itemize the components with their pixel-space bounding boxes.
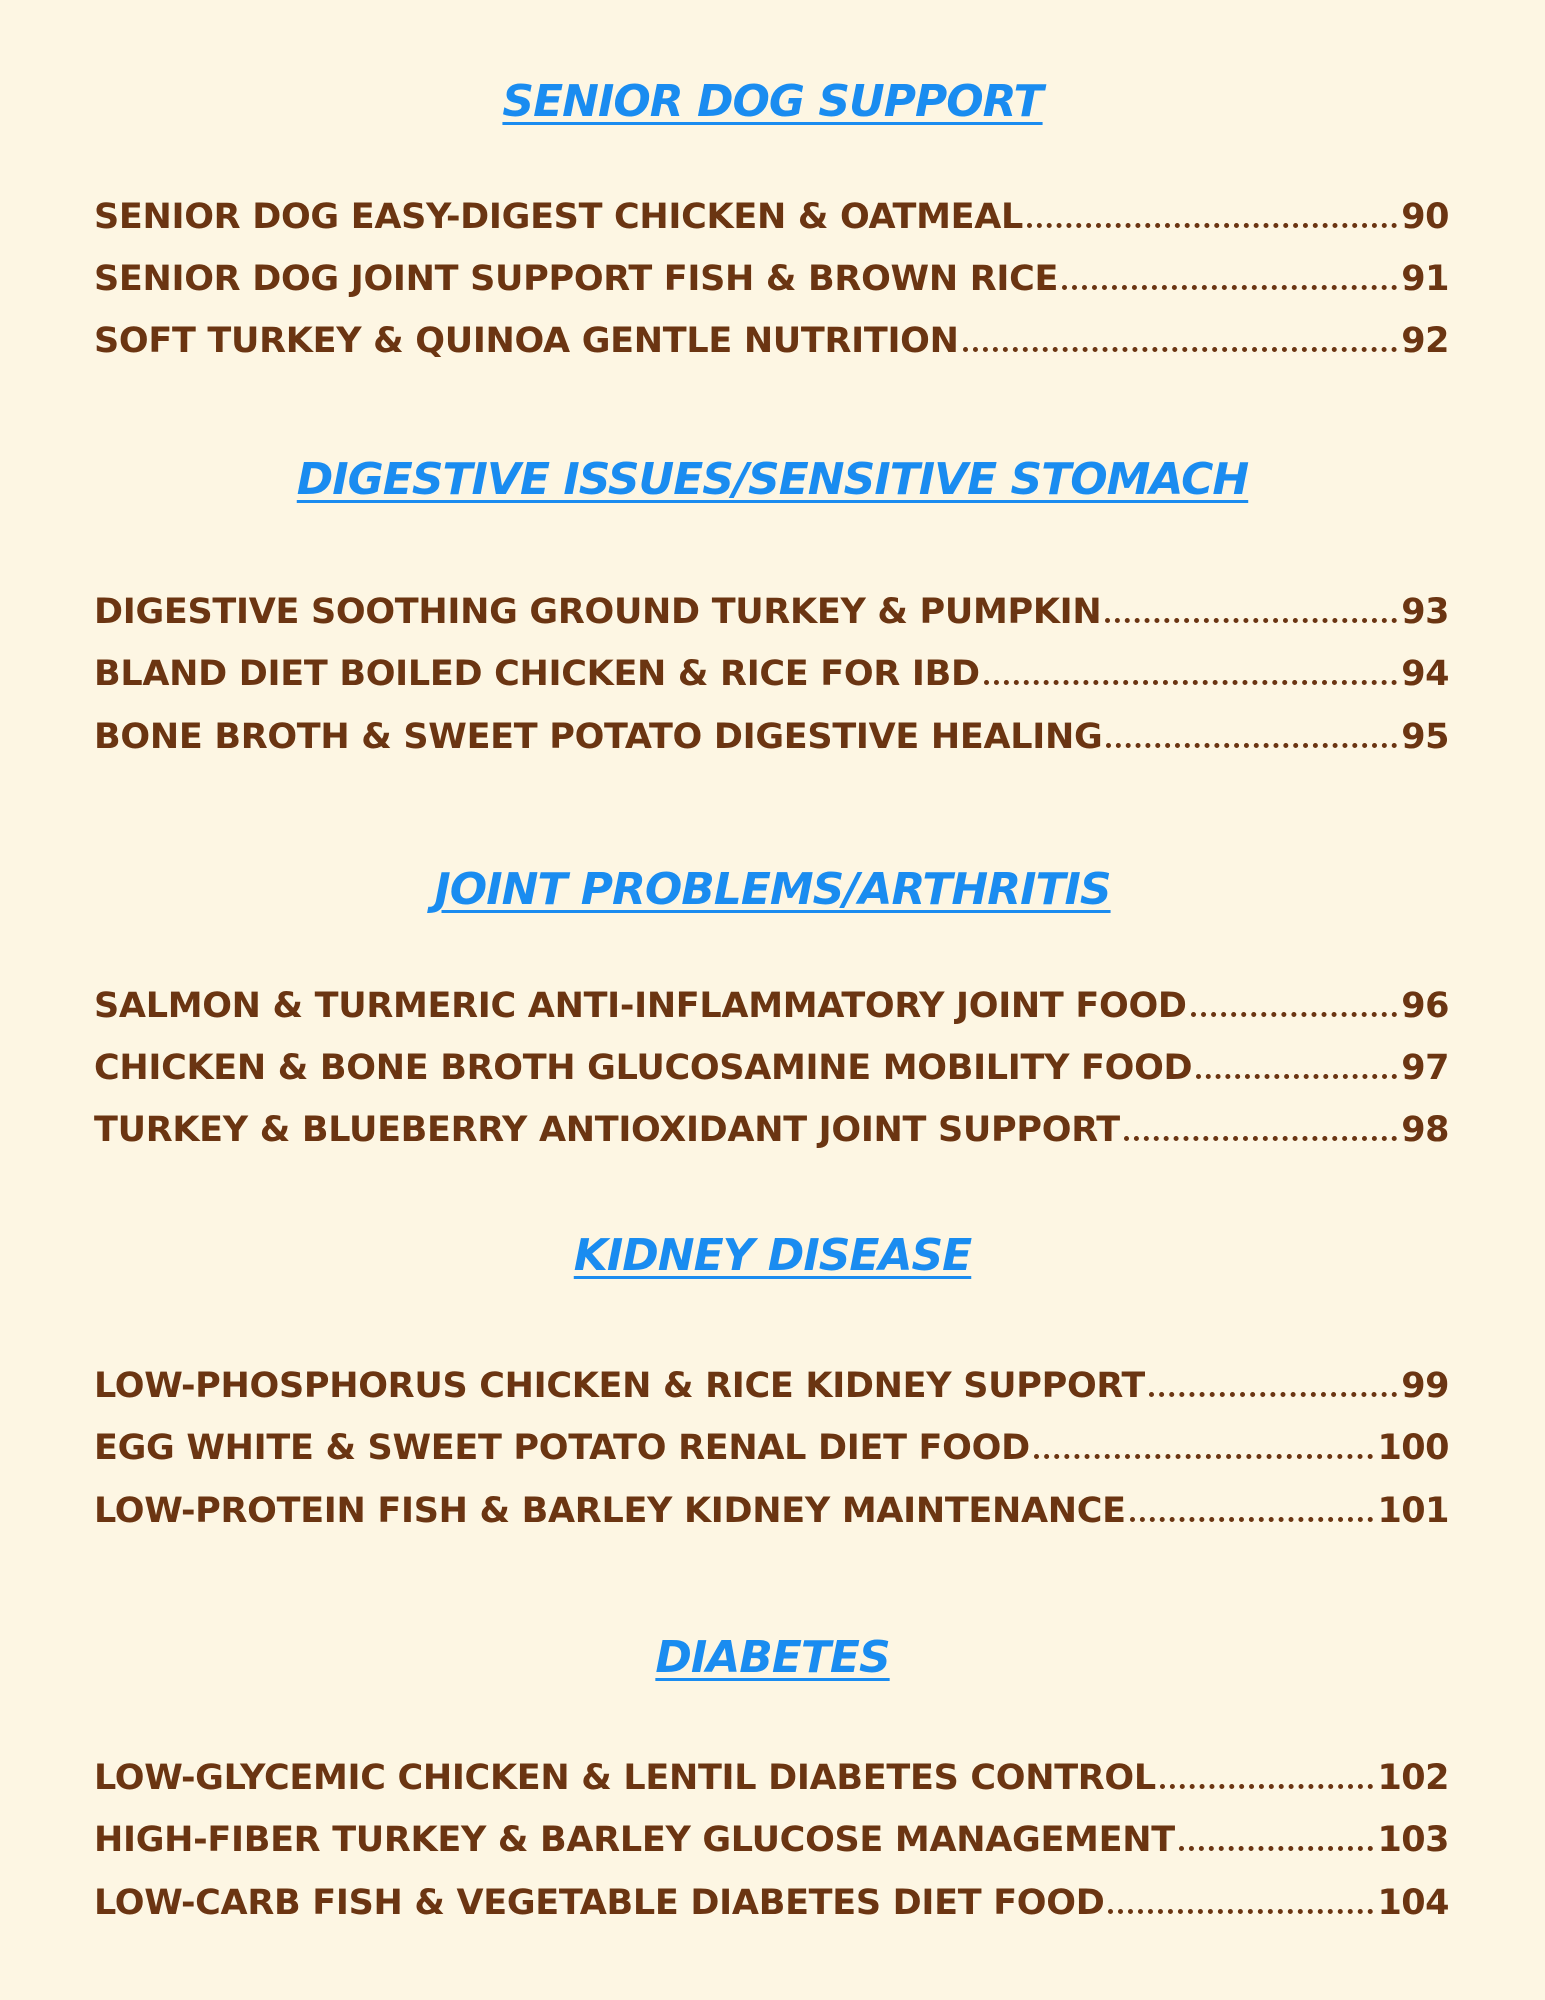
toc-entry-title: SALMON & TURMERIC ANTI-INFLAMMATORY JOINT FOOD	[94, 986, 1187, 1026]
dot-leader	[1130, 1517, 1374, 1522]
toc-entry-page: 92	[1401, 321, 1449, 361]
toc-entry-title: BLAND DIET BOILED CHICKEN & RICE FOR IBD	[94, 654, 980, 694]
toc-entry-page: 98	[1401, 1110, 1449, 1150]
toc-entry-page: 95	[1401, 717, 1449, 757]
toc-entry-title: EGG WHITE & SWEET POTATO RENAL DIET FOOD	[94, 1428, 1030, 1468]
dot-leader	[1124, 1136, 1397, 1141]
toc-entry-title: LOW-GLYCEMIC CHICKEN & LENTIL DIABETES CONTROL	[94, 1758, 1156, 1798]
toc-entry-title: LOW-PHOSPHORUS CHICKEN & RICE KIDNEY SUPPORT	[94, 1366, 1146, 1406]
dot-leader	[1196, 1074, 1397, 1079]
dot-leader	[1062, 285, 1397, 290]
toc-entry-title: SOFT TURKEY & QUINOA GENTLE NUTRITION	[94, 321, 959, 361]
toc-entry-title: BONE BROTH & SWEET POTATO DIGESTIVE HEALING	[94, 717, 1103, 757]
toc-entry-page: 91	[1401, 259, 1449, 299]
dot-leader	[963, 347, 1398, 352]
toc-entry-page: 101	[1377, 1491, 1449, 1531]
dot-leader	[1108, 1909, 1373, 1914]
dot-leader	[1106, 743, 1397, 748]
dot-leader	[984, 680, 1398, 685]
toc-entry-page: 93	[1401, 592, 1449, 632]
dot-leader	[1179, 1846, 1374, 1851]
toc-entry[interactable]	[94, 980, 1449, 1032]
toc-entry-title: LOW-CARB FISH & VEGETABLE DIABETES DIET FOOD	[94, 1883, 1105, 1923]
section-title-diabetes: DIABETES	[655, 1632, 890, 1683]
toc-entry-page: 96	[1401, 986, 1449, 1026]
dot-leader	[1105, 618, 1397, 623]
toc-entry-page: 104	[1377, 1883, 1449, 1923]
toc-entry[interactable]	[94, 586, 1449, 638]
toc-entry-page: 99	[1401, 1366, 1449, 1406]
section-title-kidney-disease: KIDNEY DISEASE	[573, 1230, 972, 1281]
toc-entry-title: LOW-PROTEIN FISH & BARLEY KIDNEY MAINTENANCE	[94, 1491, 1126, 1531]
toc-entry-title: CHICKEN & BONE BROTH GLUCOSAMINE MOBILITY FOOD	[94, 1048, 1193, 1088]
toc-entry[interactable]	[94, 253, 1449, 305]
toc-entry-title: SENIOR DOG EASY-DIGEST CHICKEN & OATMEAL	[94, 197, 1024, 237]
toc-entry-title: DIGESTIVE SOOTHING GROUND TURKEY & PUMPKIN	[94, 592, 1102, 632]
toc-entry[interactable]	[94, 1485, 1449, 1537]
toc-entry-title: TURKEY & BLUEBERRY ANTIOXIDANT JOINT SUPPORT	[94, 1110, 1120, 1150]
dot-leader	[1027, 223, 1397, 228]
section-title-digestive-issues: DIGESTIVE ISSUES/SENSITIVE STOMACH	[296, 454, 1249, 505]
toc-entry[interactable]	[94, 1042, 1449, 1094]
dot-leader	[1160, 1784, 1374, 1789]
toc-entry[interactable]	[94, 1104, 1449, 1156]
toc-entry[interactable]	[94, 711, 1449, 763]
toc-entry[interactable]	[94, 315, 1449, 367]
toc-entry[interactable]	[94, 1877, 1449, 1929]
toc-entry-page: 100	[1377, 1428, 1449, 1468]
section-title-senior-dog-support: SENIOR DOG SUPPORT	[502, 76, 1043, 127]
toc-entry-page: 102	[1377, 1758, 1449, 1798]
toc-entry[interactable]	[94, 1752, 1449, 1804]
toc-entry[interactable]	[94, 1360, 1449, 1412]
toc-entry-title: HIGH-FIBER TURKEY & BARLEY GLUCOSE MANAGEMENT	[94, 1820, 1175, 1860]
dot-leader	[1191, 1012, 1398, 1017]
toc-entry[interactable]	[94, 191, 1449, 243]
toc-entry[interactable]	[94, 1422, 1449, 1474]
toc-entry-page: 97	[1401, 1048, 1449, 1088]
toc-entry[interactable]	[94, 1814, 1449, 1866]
dot-leader	[1034, 1454, 1374, 1459]
dot-leader	[1149, 1392, 1397, 1397]
toc-entry-page: 90	[1401, 197, 1449, 237]
toc-entry-title: SENIOR DOG JOINT SUPPORT FISH & BROWN RICE	[94, 259, 1059, 299]
toc-entry-page: 94	[1401, 654, 1449, 694]
toc-entry-page: 103	[1377, 1820, 1449, 1860]
section-title-joint-problems: JOINT PROBLEMS/ARTHRITIS	[434, 864, 1111, 915]
toc-entry[interactable]	[94, 648, 1449, 700]
